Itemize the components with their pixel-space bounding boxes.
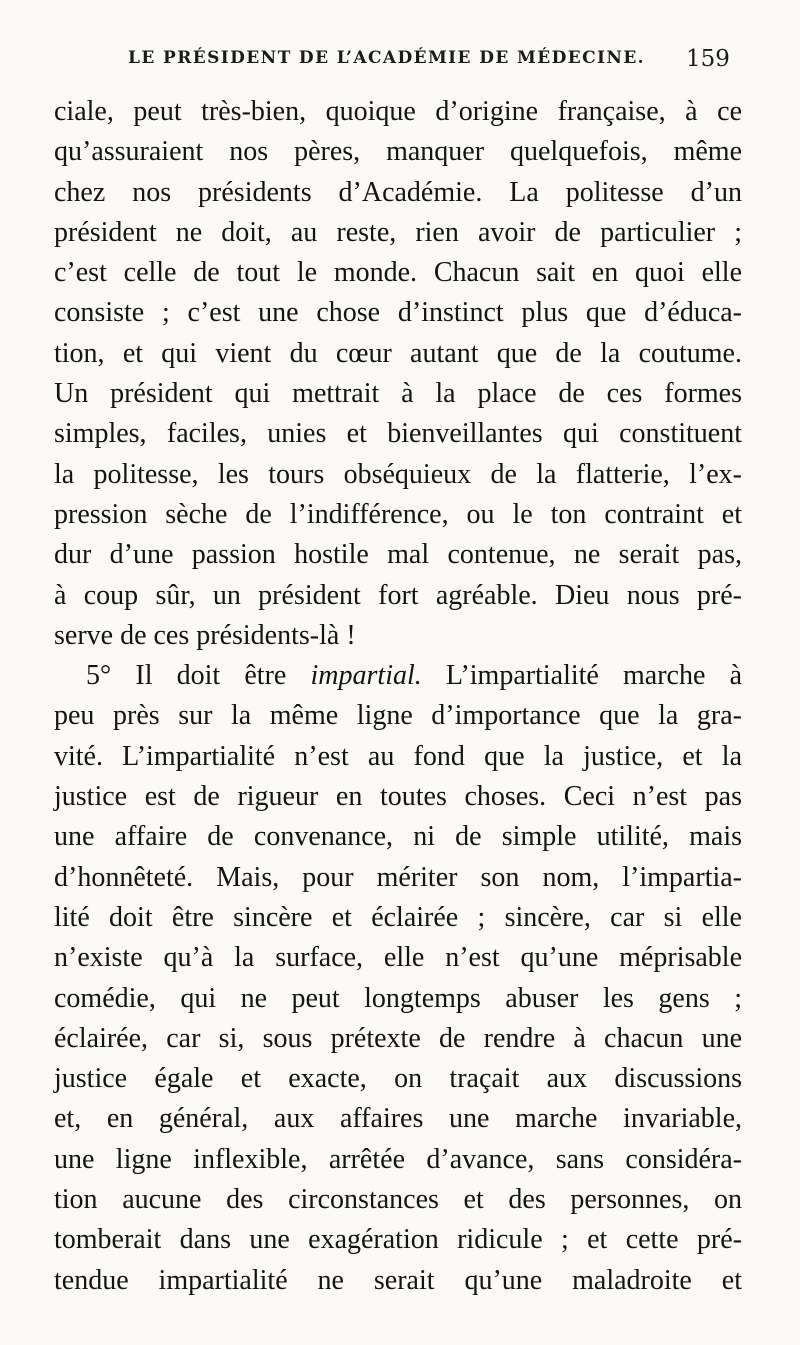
text-line: qu’assuraient nos pères, manquer quelquefois, même <box>54 136 742 168</box>
text-line: simples, faciles, unies et bienveillantes qui constituent <box>54 418 742 450</box>
numbered-point-line <box>54 656 742 696</box>
text-line: à coup sûr, un président fort agréable. Dieu nous pré- <box>54 579 742 611</box>
emphasized-word: impartial. <box>310 660 422 692</box>
text-line: pression sèche de l’indifférence, ou le ton contraint et <box>54 498 742 530</box>
text-line: justice égale et exacte, on traçait aux discussions <box>54 1063 742 1095</box>
running-title: LE PRÉSIDENT DE L’ACADÉMIE DE MÉDECINE. <box>128 48 645 68</box>
text-line: serve de ces présidents-là ! <box>54 619 356 651</box>
text-line: n’existe qu’à la surface, elle n’est qu’une méprisable <box>54 942 742 974</box>
text-line: c’est celle de tout le monde. Chacun sait en quoi elle <box>54 257 742 289</box>
text-line: tion, et qui vient du cœur autant que de la coutume. <box>54 337 742 369</box>
text-line: comédie, qui ne peut longtemps abuser les gens ; <box>54 982 742 1014</box>
text-line: président ne doit, au reste, rien avoir de particulier ; <box>54 216 742 248</box>
text-line: justice est de rigueur en toutes choses. Ceci n’est pas <box>54 781 742 813</box>
text-line: consiste ; c’est une chose d’instinct plus que d’éduca- <box>54 297 742 329</box>
point-text-after: L’impartialité marche à <box>445 660 742 692</box>
text-line: la politesse, les tours obséquieux de la flatterie, l’ex- <box>54 458 742 490</box>
text-line: une ligne inflexible, arrêtée d’avance, sans considéra- <box>54 1143 742 1175</box>
text-line: tion aucune des circonstances et des personnes, on <box>54 1184 742 1216</box>
text-line: lité doit être sincère et éclairée ; sincère, car si elle <box>54 901 742 933</box>
text-line: chez nos présidents d’Académie. La politesse d’un <box>54 176 742 208</box>
text-line: Un président qui mettrait à la place de ces formes <box>54 378 742 410</box>
point-text-before: Il doit être <box>135 660 287 692</box>
text-line: éclairée, car si, sous prétexte de rendre à chacun une <box>54 1022 742 1054</box>
text-line: une affaire de convenance, ni de simple utilité, mais <box>54 821 742 853</box>
text-line: dur d’une passion hostile mal contenue, ne serait pas, <box>54 539 742 571</box>
page-header <box>0 46 800 82</box>
text-line: vité. L’impartialité n’est au fond que la justice, et la <box>54 740 742 772</box>
page-number: 159 <box>686 46 730 72</box>
body-text <box>54 92 742 1301</box>
text-line: d’honnêteté. Mais, pour mériter son nom, l’impartia- <box>54 861 742 893</box>
text-line: peu près sur la même ligne d’importance que la gra- <box>54 700 742 732</box>
text-line: tendue impartialité ne serait qu’une maladroite et <box>54 1264 742 1296</box>
text-line: et, en général, aux affaires une marche invariable, <box>54 1103 742 1135</box>
text-line: ciale, peut très-bien, quoique d’origine française, à ce <box>54 96 742 127</box>
text-line: tomberait dans une exagération ridicule ; et cette pré- <box>54 1224 742 1256</box>
point-number: 5° <box>86 660 112 692</box>
